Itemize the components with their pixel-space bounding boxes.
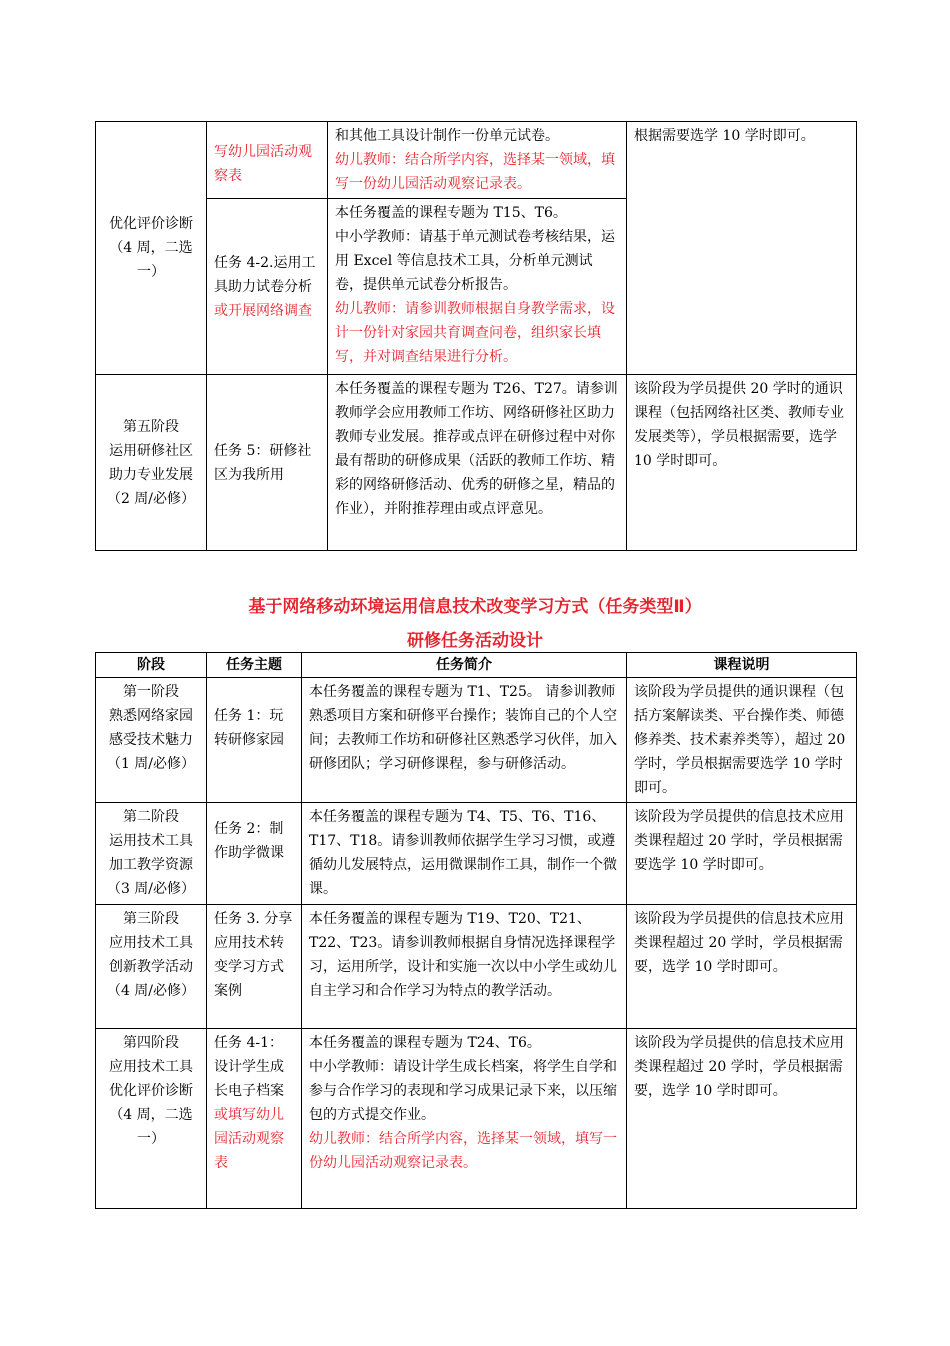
column-header: 课程说明 <box>627 653 857 678</box>
section-subtitle: 研修任务活动设计 <box>407 631 543 651</box>
stage-label: 第二阶段 <box>123 809 179 825</box>
desc-line: 幼儿教师：结合所学内容，选择某一领域，填写一份幼儿园活动观察记录表。 <box>335 152 615 192</box>
topic-text-alt: 或填写幼儿园活动观察表 <box>214 1107 284 1171</box>
desc-line: 幼儿教师：请参训教师根据自身教学需求，设计一份针对家园共育调查问卷，组织家长填写，并对调查结果进行分析。 <box>335 301 615 365</box>
desc-cell: 本任务覆盖的课程专题为 T1、T25。 请参训教师熟悉项目方案和研修平台操作；装饰自己的个人空间；去教师工作坊和研修社区熟悉学习伙伴，加入研修团队；学习研修课程，参与研修活动。 <box>302 678 627 803</box>
desc-line: 幼儿教师：结合所学内容，选择某一领域，填写一份幼儿园活动观察记录表。 <box>309 1131 617 1171</box>
desc-cell: 本任务覆盖的课程专题为 T26、T27。请参训教师学会应用教师工作坊、网络研修社区助力教师专业发展。推荐或点评在研修过程中对你最有帮助的研修成果（活跃的教师工作坊、精彩的网络研修活动、优秀的研修之星，精品的作业），并附推荐理由或点评意见。 <box>328 375 627 551</box>
desc-line: 中小学教师：请设计学生成长档案，将学生自学和参与合作学习的表现和学习成果记录下来，以压缩包的方式提交作业。 <box>309 1059 617 1123</box>
topic-cell: 任务 1：玩转研修家园 <box>207 678 302 803</box>
desc-cell: 本任务覆盖的课程专题为 T4、T5、T6、T16、T17、T18。请参训教师依据学生学习习惯，或遵循幼儿发展特点，运用微课制作工具，制作一个微课。 <box>302 803 627 905</box>
topic-cell <box>207 1029 302 1209</box>
desc-line: 本任务覆盖的课程专题为 T15、T6。 <box>335 205 567 221</box>
desc-line: 中小学教师：请基于单元测试卷考核结果，运用 Excel 等信息技术工具，分析单元测试卷，提供单元试卷分析报告。 <box>335 229 615 293</box>
table-row <box>96 905 857 1029</box>
desc-cell <box>302 1029 627 1209</box>
stage-cell <box>96 678 207 803</box>
desc-cell <box>328 122 627 199</box>
topic-cell: 任务 2：制作助学微课 <box>207 803 302 905</box>
stage-duration: （2 周/必修） <box>106 490 196 507</box>
desc-cell <box>328 199 627 375</box>
note-cell: 该阶段为学员提供的通识课程（包括方案解读类、平台操作类、师德修养类、技术素养类等），超过 20 学时，学员根据需要选学 10 学时即可。 <box>627 678 857 803</box>
topic-cell: 写幼儿园活动观察表 <box>207 122 328 199</box>
desc-cell: 本任务覆盖的课程专题为 T19、T20、T21、T22、T23。请参训教师根据自身情况选择课程学习，运用所学，设计和实施一次以中小学生或幼儿自主学习和合作学习为特点的教学活动。 <box>302 905 627 1029</box>
stage-name: 熟悉网络家园 <box>109 708 193 724</box>
topic-text-alt: 或开展网络调查 <box>214 302 312 319</box>
section-title: 基于网络移动环境运用信息技术改变学习方式（任务类型Ⅱ） <box>248 597 702 617</box>
stage-cell <box>96 375 207 551</box>
stage-name: 应用技术工具 <box>109 1059 193 1075</box>
stage-duration: （3 周/必修） <box>106 881 196 897</box>
stage-cell <box>96 905 207 1029</box>
stage-duration: （4 周/必修） <box>106 983 196 999</box>
stage-duration: （1 周/必修） <box>106 756 196 772</box>
table-row <box>96 678 857 803</box>
stage-cell <box>96 803 207 905</box>
topic-cell: 任务 3. 分享应用技术转变学习方式案例 <box>207 905 302 1029</box>
stage-name: 助力专业发展 <box>109 466 193 483</box>
table-row <box>96 375 857 551</box>
stage-name: 应用技术工具 <box>109 935 193 951</box>
note-cell: 该阶段为学员提供的信息技术应用类课程超过 20 学时，学员根据需要选学 10 学时即可。 <box>627 803 857 905</box>
task-design-table <box>95 652 857 1209</box>
stage-duration: （4 周，二选一） <box>109 1107 193 1147</box>
topic-cell: 任务 5：研修社区为我所用 <box>207 375 328 551</box>
stage-label: 第四阶段 <box>123 1035 179 1051</box>
stage-duration: （4 周，二选一） <box>109 240 193 280</box>
stage-label: 第一阶段 <box>123 684 179 700</box>
note-cell: 该阶段为学员提供的信息技术应用类课程超过 20 学时，学员根据需要，选学 10 学时即可。 <box>627 1029 857 1209</box>
stage-name: 运用技术工具 <box>109 833 193 849</box>
note-cell: 根据需要选学 10 学时即可。 <box>627 122 857 375</box>
topic-text: 任务 4-2.运用工具助力试卷分析 <box>214 254 316 295</box>
stage-name: 加工教学资源 <box>109 857 193 873</box>
desc-line: 和其他工具设计制作一份单元试卷。 <box>335 128 559 144</box>
note-cell: 该阶段为学员提供的信息技术应用类课程超过 20 学时，学员根据需要，选学 10 学时即可。 <box>627 905 857 1029</box>
stage-name: 运用研修社区 <box>109 442 193 459</box>
stage-name: 创新教学活动 <box>109 959 193 975</box>
task-table-continued <box>95 121 857 551</box>
table-row <box>96 1029 857 1209</box>
stage-label: 第五阶段 <box>123 418 179 435</box>
stage-cell <box>96 122 207 375</box>
topic-cell <box>207 199 328 375</box>
desc-line: 本任务覆盖的课程专题为 T24、T6。 <box>309 1035 541 1051</box>
column-header: 阶段 <box>96 653 207 678</box>
stage-name: 优化评价诊断 <box>109 216 193 232</box>
table-row <box>96 122 857 199</box>
stage-name: 优化评价诊断 <box>109 1083 193 1099</box>
column-header: 任务主题 <box>207 653 302 678</box>
stage-cell <box>96 1029 207 1209</box>
topic-text: 任务 4-1：设计学生成长电子档案 <box>214 1035 284 1099</box>
column-header: 任务简介 <box>302 653 627 678</box>
table-row <box>96 803 857 905</box>
note-cell: 该阶段为学员提供 20 学时的通识课程（包括网络社区类、教师专业发展类等），学员根据需要，选学 10 学时即可。 <box>627 375 857 551</box>
stage-label: 第三阶段 <box>123 911 179 927</box>
stage-name: 感受技术魅力 <box>109 732 193 748</box>
table-header-row <box>96 653 857 678</box>
